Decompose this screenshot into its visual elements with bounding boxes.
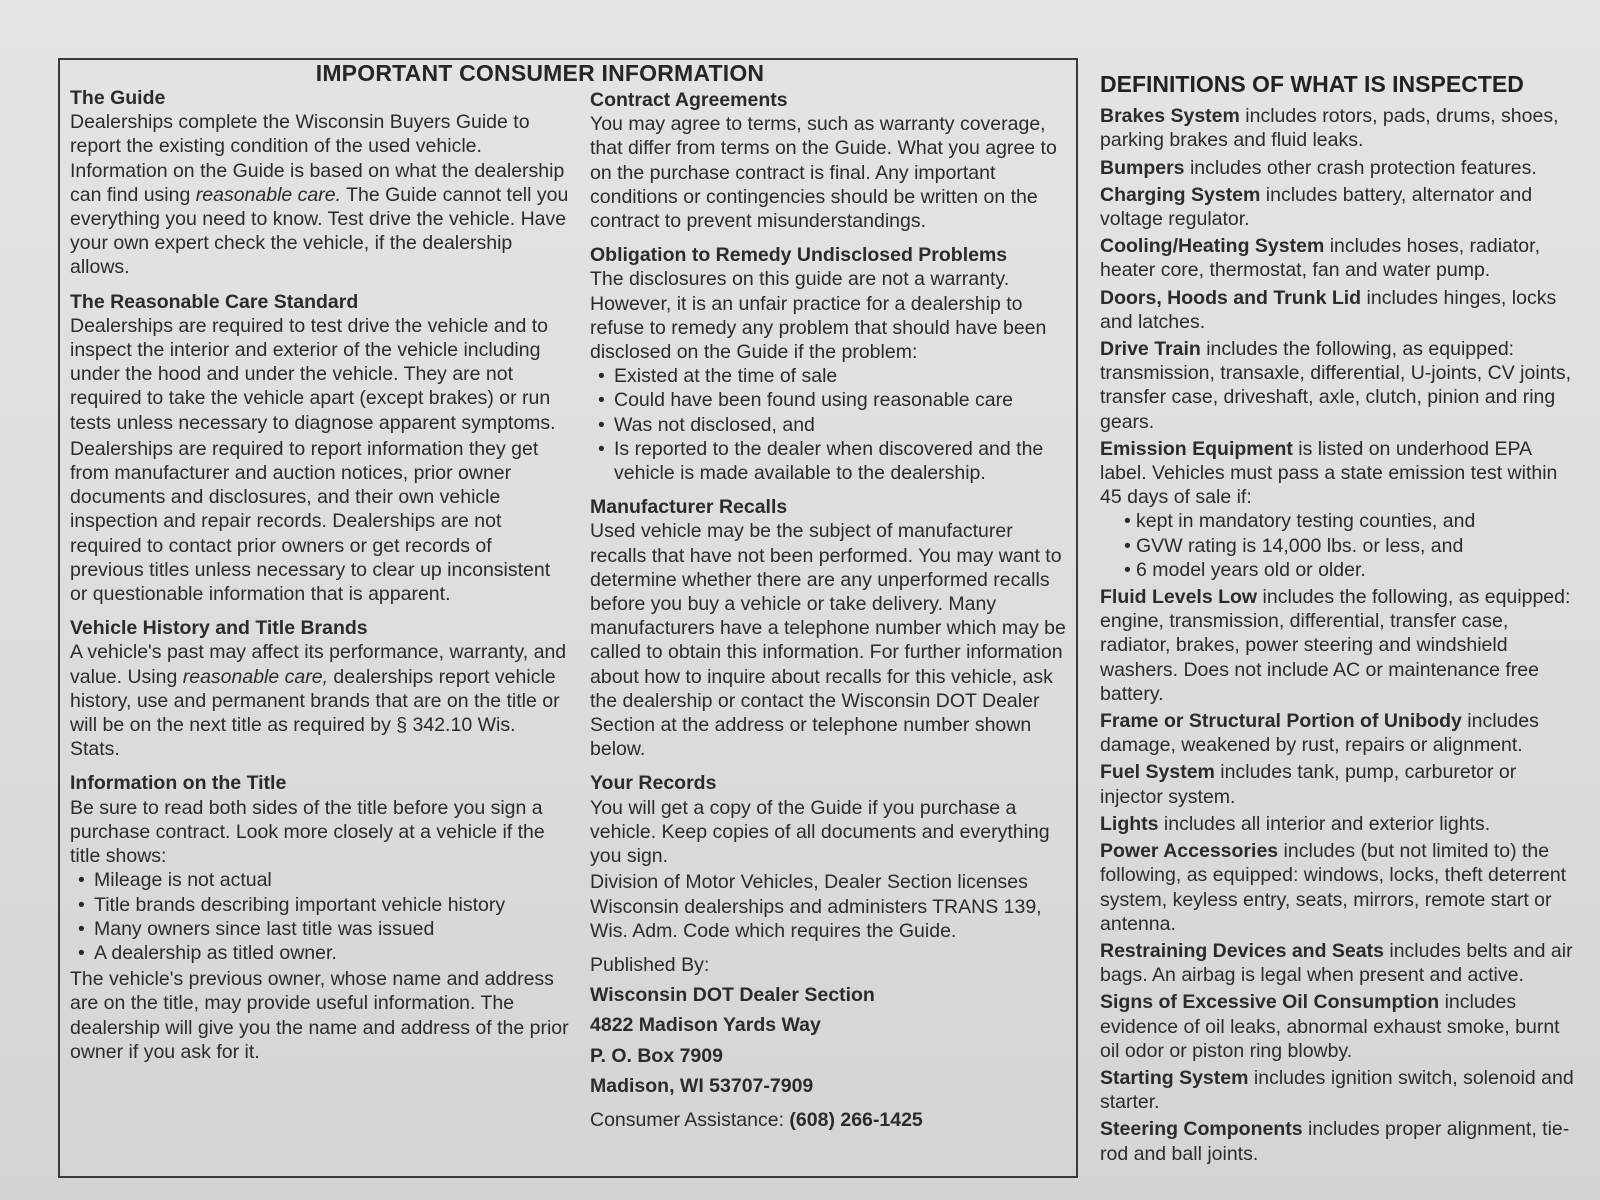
section-text: You may agree to terms, such as warranty coverage, that differ from terms on the Guide. What you agree to on the purchase contract is final. Any important conditions or contingencies should be written on the contract to prevent misunderstandings. [590,113,1057,233]
definition-text: includes other crash protection features. [1184,156,1537,179]
definition-item [1100,709,1580,757]
definition-text: includes the following, as equipped: transmission, transaxle, differential, U-joints, CV joints, transfer case, driveshaft, axle, clutch, pinion and ring gears. [1100,338,1572,433]
definition-item [1100,104,1580,152]
list-item: • Mileage is not actual [78,868,570,892]
section-heading: Information on the Title [70,772,287,795]
section-the-guide [70,86,570,280]
consumer-assistance [590,1108,1070,1132]
definition-text: includes belts and air bags. An airbag is legal when present and active. [1100,939,1573,987]
definition-text: includes battery, alternator and voltage regulator. [1100,183,1533,231]
assist-phone: (608) 266-1425 [789,1108,923,1131]
list-item: • 6 model years old or older. [1124,558,1580,582]
main-title: IMPORTANT CONSUMER INFORMATION [315,60,765,86]
definition-item [1100,437,1580,582]
definition-term: Frame or Structural Portion of Unibody [1100,710,1462,733]
definition-term: Doors, Hoods and Trunk Lid [1100,286,1362,309]
published-label: Published By: [590,953,710,976]
po-box-line: P. O. Box 7909 [590,1044,723,1067]
definition-item [1100,585,1580,706]
section-heading: Manufacturer Recalls [590,496,788,519]
section-obligation [590,243,1070,485]
definition-text: includes the following, as equipped: engine, transmission, differential, transfer case, radiator, brakes, power steering and windshield washers. Does not include AC or maintenance free battery. [1100,586,1571,705]
definition-term: Lights [1100,812,1159,835]
section-text: Dealerships are required to test drive the vehicle and to inspect the interior and exterior of the vehicle including under the hood and under the vehicle. They are not required to take the vehicle apart (except brakes) or run tests unless necessary to diagnose apparent symptoms. [70,314,556,434]
bullet-list [70,868,570,965]
list-item: • kept in mandatory testing counties, and [1124,509,1580,533]
section-text: Division of Motor Vehicles, Dealer Section licenses Wisconsin dealerships and administers TRANS 139, Wis. Adm. Code which requires the Guide. [590,871,1042,942]
list-item: • Title brands describing important vehicle history [78,893,570,917]
section-text [70,640,570,761]
definition-item [1100,990,1580,1063]
definition-term: Bumpers [1100,156,1185,179]
city-line: Madison, WI 53707-7909 [590,1074,814,1097]
list-item: • Is reported to the dealer when discovered and the vehicle is made available to the dealership. [598,437,1070,485]
section-heading: The Guide [70,87,166,109]
section-records [590,771,1070,942]
section-text: Used vehicle may be the subject of manufacturer recalls that have not been performed. You may want to determine whether there are any unperformed recalls before you buy a vehicle or take delivery. Many manufacturers have a telephone number which may be called to obtain this information. For further information about how to inquire about recalls for this vehicle, ask the dealership or contact the Wisconsin DOT Dealer Section at the address or telephone number shown below. [590,520,1066,761]
definition-term: Steering Components [1100,1118,1303,1141]
assist-label: Consumer Assistance: [590,1108,790,1131]
section-recalls [590,495,1070,761]
section-heading: Vehicle History and Title Brands [70,617,368,640]
list-item: • Existed at the time of sale [598,364,1070,388]
definition-term: Drive Train [1100,338,1201,361]
list-item: • Could have been found using reasonable care [598,388,1070,412]
definition-item [1100,337,1580,434]
definition-term: Charging System [1100,183,1261,206]
section-text [70,110,570,279]
italic-text: reasonable care. [195,183,342,206]
column-left [70,86,570,1074]
definition-term: Brakes System [1100,105,1240,128]
section-published-by [590,953,1070,1132]
definition-term: Power Accessories [1100,840,1279,863]
definition-item [1100,234,1580,282]
list-item: • Was not disclosed, and [598,413,1070,437]
definition-text: includes evidence of oil leaks, abnormal exhaust smoke, burnt oil odor or piston ring blowby. [1100,991,1560,1062]
definition-item [1100,1066,1580,1114]
definition-text: includes tank, pump, carburetor or injector system. [1100,761,1517,808]
definition-text: includes hinges, locks and latches. [1100,286,1557,333]
text-part: A vehicle's past may affect its performance, warranty, and value. Using [70,641,567,688]
definition-item [1100,1117,1580,1165]
section-text: The vehicle's previous owner, whose name and address are on the title, may provide useful information. The dealership will give you the name and address of the prior owner if you ask for it. [70,968,569,1063]
definition-term: Signs of Excessive Oil Consumption [1100,991,1440,1014]
definition-item [1100,839,1580,936]
definition-item [1100,760,1580,808]
section-heading: Your Records [590,772,717,795]
definition-text: includes rotors, pads, drums, shoes, parking brakes and fluid leaks. [1100,105,1559,152]
definition-term: Emission Equipment [1100,437,1293,460]
definition-item [1100,183,1580,231]
definition-term: Restraining Devices and Seats [1100,939,1384,962]
column-middle [590,88,1070,1142]
definition-term: Starting System [1100,1066,1249,1089]
section-text: You will get a copy of the Guide if you purchase a vehicle. Keep copies of all documents and everything you sign. [590,796,1050,868]
definition-text: includes ignition switch, solenoid and starter. [1100,1066,1574,1114]
text-part: dealerships report vehicle history, use and permanent brands that are on the title or will be on the next title as required by § 342.10 Wis. Stats. [70,665,560,761]
definition-item [1100,286,1580,334]
text-part: Dealerships complete the Wisconsin Buyers Guide to report the existing condition of the used vehicle. Information on the Guide is based on what the dealership can find using [70,111,565,206]
definition-text: includes damage, weakened by rust, repairs or alignment. [1100,710,1539,757]
section-vehicle-history [70,616,570,761]
list-item: • A dealership as titled owner. [78,941,570,965]
bullet-list [590,364,1070,485]
list-item: • Many owners since last title was issued [78,917,570,941]
address-line: 4822 Madison Yards Way [590,1014,821,1037]
definition-term: Fluid Levels Low [1100,586,1258,609]
section-heading: The Reasonable Care Standard [70,290,359,313]
definition-text: includes all interior and exterior lights. [1158,812,1491,835]
definition-text: is listed on underhood EPA label. Vehicles must pass a state emission test within 45 days of sale if: [1100,437,1558,509]
text-part: The Guide cannot tell you everything you need to know. Test drive the vehicle. Have your own expert check the vehicle, if the dealership allows. [70,183,569,279]
definitions-title: DEFINITIONS OF WHAT IS INSPECTED [1100,71,1524,97]
section-heading: Contract Agreements [590,89,788,111]
section-text: Be sure to read both sides of the title before you sign a purchase contract. Look more closely at a vehicle if the title shows: [70,796,545,868]
section-contract [590,88,1070,233]
list-item: • GVW rating is 14,000 lbs. or less, and [1124,534,1580,558]
section-heading: Obligation to Remedy Undisclosed Problems [590,244,1008,267]
column-definitions [1100,72,1580,1169]
definition-item [1100,939,1580,987]
definition-term: Cooling/Heating System [1100,235,1325,258]
section-title-info [70,771,570,1063]
publisher-name: Wisconsin DOT Dealer Section [590,984,875,1007]
definition-item [1100,812,1580,836]
definition-item [1100,156,1580,180]
section-text: Dealerships are required to report information they get from manufacturer and auction notices, prior owner documents and disclosures, and their own vehicle inspection and repair records. Dealerships are not required to contact prior owners or get records of previous titles unless necessary to clear up inconsistent or questionable information that is apparent. [70,437,551,606]
section-text: The disclosures on this guide are not a warranty. However, it is an unfair practice for a dealership to refuse to remedy any problem that should have been disclosed on the Guide if the problem: [590,268,1047,364]
section-reasonable-care [70,290,570,607]
italic-text: reasonable care, [182,665,328,688]
definition-text: includes proper alignment, tie-rod and ball joints. [1100,1118,1570,1165]
definition-text: includes hoses, radiator, heater core, thermostat, fan and water pump. [1100,235,1540,282]
emission-bullet-list [1100,509,1580,582]
definition-term: Fuel System [1100,761,1215,784]
definition-text: includes (but not limited to) the following, as equipped: windows, locks, theft deterrent system, keyless entry, seats, mirrors, remote start or antenna. [1100,840,1567,935]
